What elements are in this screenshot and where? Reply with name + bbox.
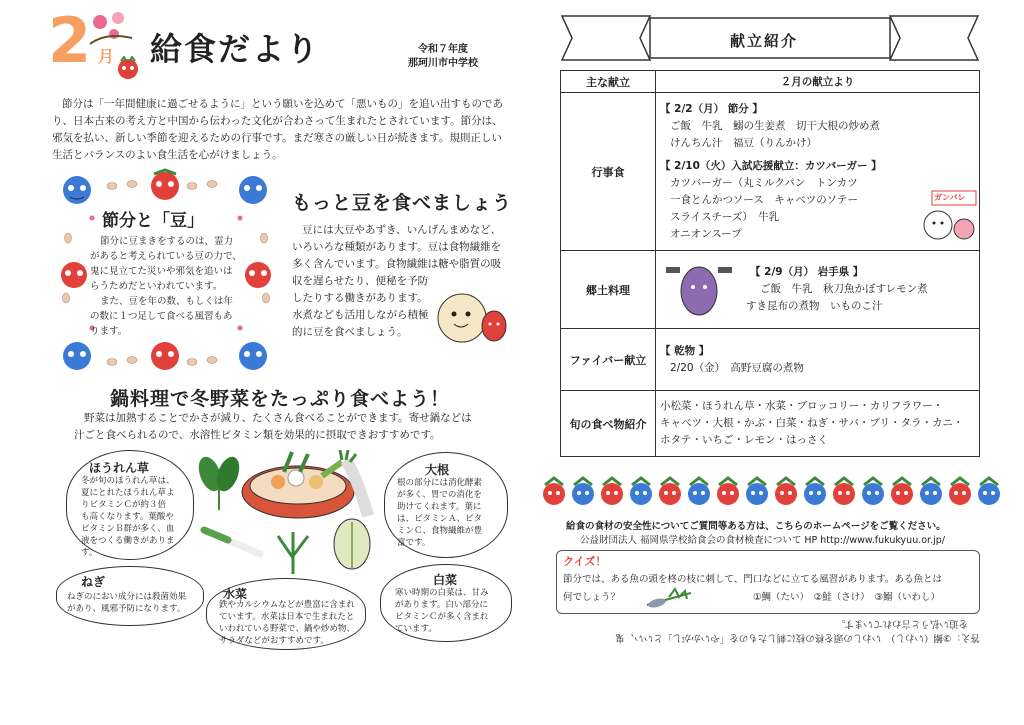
school-name: 那珂川市中学校 [408, 58, 478, 69]
quiz-question-2: 何でしょう？ [563, 592, 621, 603]
quiz-options: ①鯛（たい） ②鮭（さけ） ③鰯（いわし） [753, 592, 941, 603]
oni-eye [577, 491, 581, 495]
mizuna-bubble [206, 578, 366, 650]
blue-oni-icon [60, 338, 94, 372]
fiscal-year: 令和７年度 [418, 44, 468, 55]
spinach-line: も高くなります。葉酸や [81, 512, 174, 522]
oni-eye [838, 491, 842, 495]
menu-row-content [656, 329, 980, 391]
oni-eye [896, 491, 900, 495]
beans-line: 水煮なども活用しながら積極 [292, 309, 429, 321]
oni-eye [846, 491, 850, 495]
oni-mascot-icon [116, 56, 140, 80]
hakusai-line: があります。白い部分に [395, 600, 488, 610]
menu-line: 【 2/10（火）入試応援献立：カツバーガー 】 [660, 159, 882, 172]
hakusai-icon [330, 516, 374, 570]
oni-eye [925, 491, 929, 495]
setsubun-line: の数に１つ足して食べる風習もあ [90, 311, 233, 322]
daikon-line: 助けてくれます。葉に [397, 502, 482, 512]
hakusai-line: ビタミンＣが多く含まれ [395, 612, 489, 622]
oni-eye [606, 491, 610, 495]
spinach-line: す。 [81, 548, 98, 558]
spinach-bubble [66, 450, 194, 560]
spinach-line: りビタミンＣが約３倍 [81, 500, 167, 510]
mizuna-line: ています。水菜は日本で生まれたと [219, 612, 355, 622]
negi-icon [200, 524, 270, 560]
setsubun-line: 節分に豆まきをするのは、霊力 [100, 236, 234, 247]
menu-row-label: 行事食 [561, 93, 656, 251]
setsubun-line: らうためだといわれています。 [90, 281, 223, 292]
beans-line: したりする働きがあります。 [292, 292, 428, 304]
quiz-box [556, 550, 980, 614]
quiz-title: クイズ！ [563, 555, 607, 568]
oni-face [862, 483, 884, 505]
hakusai-name: 白菜 [433, 573, 458, 587]
quiz-question-1: 節分では、ある魚の頭を柊の枝に刺して、門口などに立てる風習があります。ある魚とは [563, 574, 943, 585]
menu-line: 2/20（金） 高野豆腐の煮物 [670, 361, 804, 374]
hakusai-body [395, 587, 507, 635]
red-oni-icon [148, 168, 182, 202]
month-number: 2 [48, 4, 92, 77]
menu-line: すき昆布の煮物 いものこ汁 [746, 300, 883, 312]
oni-face [746, 483, 768, 505]
oni-face [891, 483, 913, 505]
beans-line: 的に豆を食べましょう。 [292, 326, 408, 338]
menu-row-label: 郷土料理 [561, 251, 656, 329]
red-oni-icon [148, 338, 182, 372]
oni-eye [614, 491, 618, 495]
setsubun-line: また、豆を年の数、もしくは年 [100, 296, 234, 307]
nabe-line: 野菜は加熱することでかさが減り、たくさん食べることができます。寄せ鍋などは [84, 412, 472, 424]
oni-eye [730, 491, 734, 495]
oni-eye [751, 491, 755, 495]
nabe-body [60, 410, 530, 444]
oni-eye [635, 491, 639, 495]
beans-line: いろいろな種類があります。豆は食物繊維を [292, 241, 502, 253]
menu-banner-title: 献立紹介 [730, 32, 799, 50]
oni-eye [875, 491, 879, 495]
spinach-line: ビタミンＢ群が多く、血 [81, 524, 175, 534]
menu-row-gyoji [561, 93, 980, 251]
oni-eye [817, 491, 821, 495]
month-kanji: 月 [98, 47, 115, 66]
intro-line: 生活とバランスのよい食生活を心がけましょう。 [52, 149, 283, 161]
spinach-body [81, 475, 185, 559]
negi-line: があり、風邪予防になります。 [67, 604, 186, 614]
daikon-line: が多く、胃での消化を [397, 490, 482, 500]
oni-face [659, 483, 681, 505]
oni-row-icon [540, 476, 1010, 510]
daikon-body [397, 477, 501, 549]
setsubun-line: があると考えられている豆の力で、 [90, 251, 242, 262]
newsletter-title: 給食だより [150, 30, 321, 68]
nabe-line: 汁ごと食べられるので、水溶性ビタミン類を効果的に摂取できおすすめです。 [74, 429, 441, 441]
menu-line: スライスチーズ） 牛乳 [670, 210, 780, 223]
beans-line: 多く含んでいます。食物繊維は糖や脂質の吸 [292, 258, 502, 270]
intro-text [52, 96, 522, 164]
oni-face [717, 483, 739, 505]
red-oni-icon [58, 258, 90, 290]
mizuna-body [219, 599, 365, 647]
quiz-answer-line-2: を追い払うと言われています。 [835, 618, 968, 629]
oni-face [601, 483, 623, 505]
negi-body [67, 591, 201, 615]
daikon-line: 富です。 [397, 538, 431, 548]
oni-eye [809, 491, 813, 495]
oni-eye [701, 491, 705, 495]
spinach-icon [196, 452, 242, 512]
setsubun-line: ります。 [90, 326, 128, 337]
blue-oni-icon [236, 172, 270, 206]
oni-eye [664, 491, 668, 495]
oni-eye [867, 491, 871, 495]
oni-face [949, 483, 971, 505]
intro-line: り、日本古来の考え方と中国から伝わった文化が合わさって生まれたとされています。節分は、 [52, 115, 503, 127]
menu-row-label: ファイバー献立 [561, 329, 656, 391]
negi-name: ねぎ [81, 575, 106, 589]
menu-line: ホタテ・いちご・レモン・はっさく [660, 434, 828, 446]
bean-character-icon [436, 290, 508, 346]
oni-eye [954, 491, 958, 495]
quiz-answer-line-1: 答え：③鰯（いわし） いわしの頭を柊の枝に刺したものを「やいかがし」といい、鬼 [615, 632, 980, 643]
oni-eye [904, 491, 908, 495]
menu-line: カツバーガー（丸ミルクパン トンカツ [670, 176, 858, 189]
menu-line: 一食とんかつソース キャベツのソテー [670, 193, 859, 206]
setsubun-line: 鬼に見立てた災いや邪気を追いは [90, 266, 233, 277]
beans-line: 豆には大豆やあずき、いんげんまめなど、 [302, 224, 502, 236]
daikon-name: 大根 [425, 463, 450, 477]
menu-row-content [656, 251, 980, 329]
oni-face [630, 483, 652, 505]
oni-face [775, 483, 797, 505]
menu-line: 【 乾物 】 [660, 344, 710, 357]
hakusai-line: 寒い時期の白菜は、甘み [395, 588, 489, 598]
daikon-icon [338, 450, 378, 520]
oni-eye [780, 491, 784, 495]
menu-table [560, 70, 980, 457]
menu-line: 小松菜・ほうれん草・水菜・ブロッコリー・カリフラワー・ [660, 400, 944, 412]
daikon-line: は、ビタミンＡ、ビタ [397, 514, 483, 524]
intro-line: 節分は「一年間健康に過ごせるように」という願いを込めて「悪いもの」を追い出すものであ [62, 98, 503, 110]
hakusai-line: ています。 [395, 624, 437, 634]
intro-line: 邪気を払い、新しい季節を迎えるための行事です。まだ寒さの厳しい日が続きます。規則正しい [52, 132, 502, 144]
blue-oni-icon [60, 172, 94, 206]
menu-line: オニオンスープ [670, 227, 742, 240]
spinach-line: 冬が旬のほうれん草は、 [81, 476, 175, 486]
menu-row-content [656, 391, 980, 457]
menu-line: ご飯 牛乳 秋刀魚かぼすレモン煮 [760, 283, 928, 295]
setsubun-body [90, 234, 250, 339]
oni-eye [643, 491, 647, 495]
oni-eye [722, 491, 726, 495]
menu-row-kyodo [561, 251, 980, 329]
nabe-title: 鍋料理で冬野菜をたっぷり食べよう！ [110, 388, 451, 410]
oni-face [804, 483, 826, 505]
oni-eye [759, 491, 763, 495]
menu-line: 【 2/2（月） 節分 】 [660, 102, 763, 115]
mizuna-name: 水菜 [223, 587, 248, 601]
mizuna-line: サラダなどがおすすめです。 [219, 636, 329, 646]
menu-row-seasonal [561, 391, 980, 457]
oni-eye [556, 491, 560, 495]
mizuna-line: いわれている野菜で、鍋や炒め物、 [219, 624, 355, 634]
menu-col1-header: 主な献立 [561, 71, 656, 93]
setsubun-title: 節分と「豆」 [102, 211, 204, 231]
spinach-name: ほうれん草 [89, 461, 150, 475]
menu-row-fiber [561, 329, 980, 391]
spinach-line: 夏にとれたほうれん草よ [81, 488, 175, 498]
safety-line-2: 公益財団法人 福岡県学校給食会の食材検査について HP http://www.fukukyuu.or.jp/ [580, 535, 945, 546]
oni-eye [933, 491, 937, 495]
menu-line: ご飯 牛乳 鰯の生姜煮 切干大根の炒め煮 [670, 119, 880, 132]
menu-header-row [561, 71, 980, 93]
blue-oni-icon [236, 338, 270, 372]
spinach-line: 液をつくる働きがありま [81, 536, 175, 546]
daikon-bubble [384, 452, 508, 558]
safety-line-1: 給食の食材の安全性についてご質問等ある方は、こちらのホームページをご覧ください。 [566, 521, 946, 532]
oni-eye [788, 491, 792, 495]
menu-line: けんちん汁 福豆（りんかけ） [670, 136, 817, 149]
quiz-answer [560, 616, 980, 644]
beans-title: もっと豆を食べましょう [292, 192, 513, 214]
menu-line: キャベツ・大根・かぶ・白菜・ねぎ・サバ・ブリ・タラ・カニ・ [660, 417, 964, 429]
oni-eye [693, 491, 697, 495]
daikon-line: ミンＣ、食物繊維が豊 [397, 526, 483, 536]
oni-eye [991, 491, 995, 495]
oni-face [920, 483, 942, 505]
oni-eye [983, 491, 987, 495]
mizuna-icon [268, 530, 318, 576]
menu-line: 【 2/9（月） 岩手県 】 [750, 266, 864, 278]
daikon-line: 根の部分には消化酵素 [397, 478, 483, 488]
menu-row-label: 旬の食べ物紹介 [561, 391, 656, 457]
cheer-sign-text: ガンバレ [934, 193, 966, 202]
oni-eye [585, 491, 589, 495]
hakusai-bubble [380, 564, 512, 642]
oni-eye [962, 491, 966, 495]
oni-face [543, 483, 565, 505]
oni-eye [672, 491, 676, 495]
mizuna-line: 鉄やカルシウムなどが豊富に含まれ [219, 600, 355, 610]
oni-face [572, 483, 594, 505]
beans-line: 収を遅らせたり、便秘を予防 [292, 275, 429, 287]
setsubun-box [62, 178, 270, 368]
oni-face [688, 483, 710, 505]
oni-eye [548, 491, 552, 495]
plum-blossom-icon [86, 8, 136, 48]
menu-row-content [656, 93, 980, 251]
menu-col2-header: ２月の献立より [656, 71, 980, 93]
oni-face [833, 483, 855, 505]
negi-line: ねぎのにおい成分には殺菌効果 [67, 592, 187, 602]
hiiragi-sardine-icon [645, 585, 695, 613]
negi-bubble [56, 566, 204, 626]
potato-mascot-icon [664, 257, 734, 317]
oni-face [978, 483, 1000, 505]
